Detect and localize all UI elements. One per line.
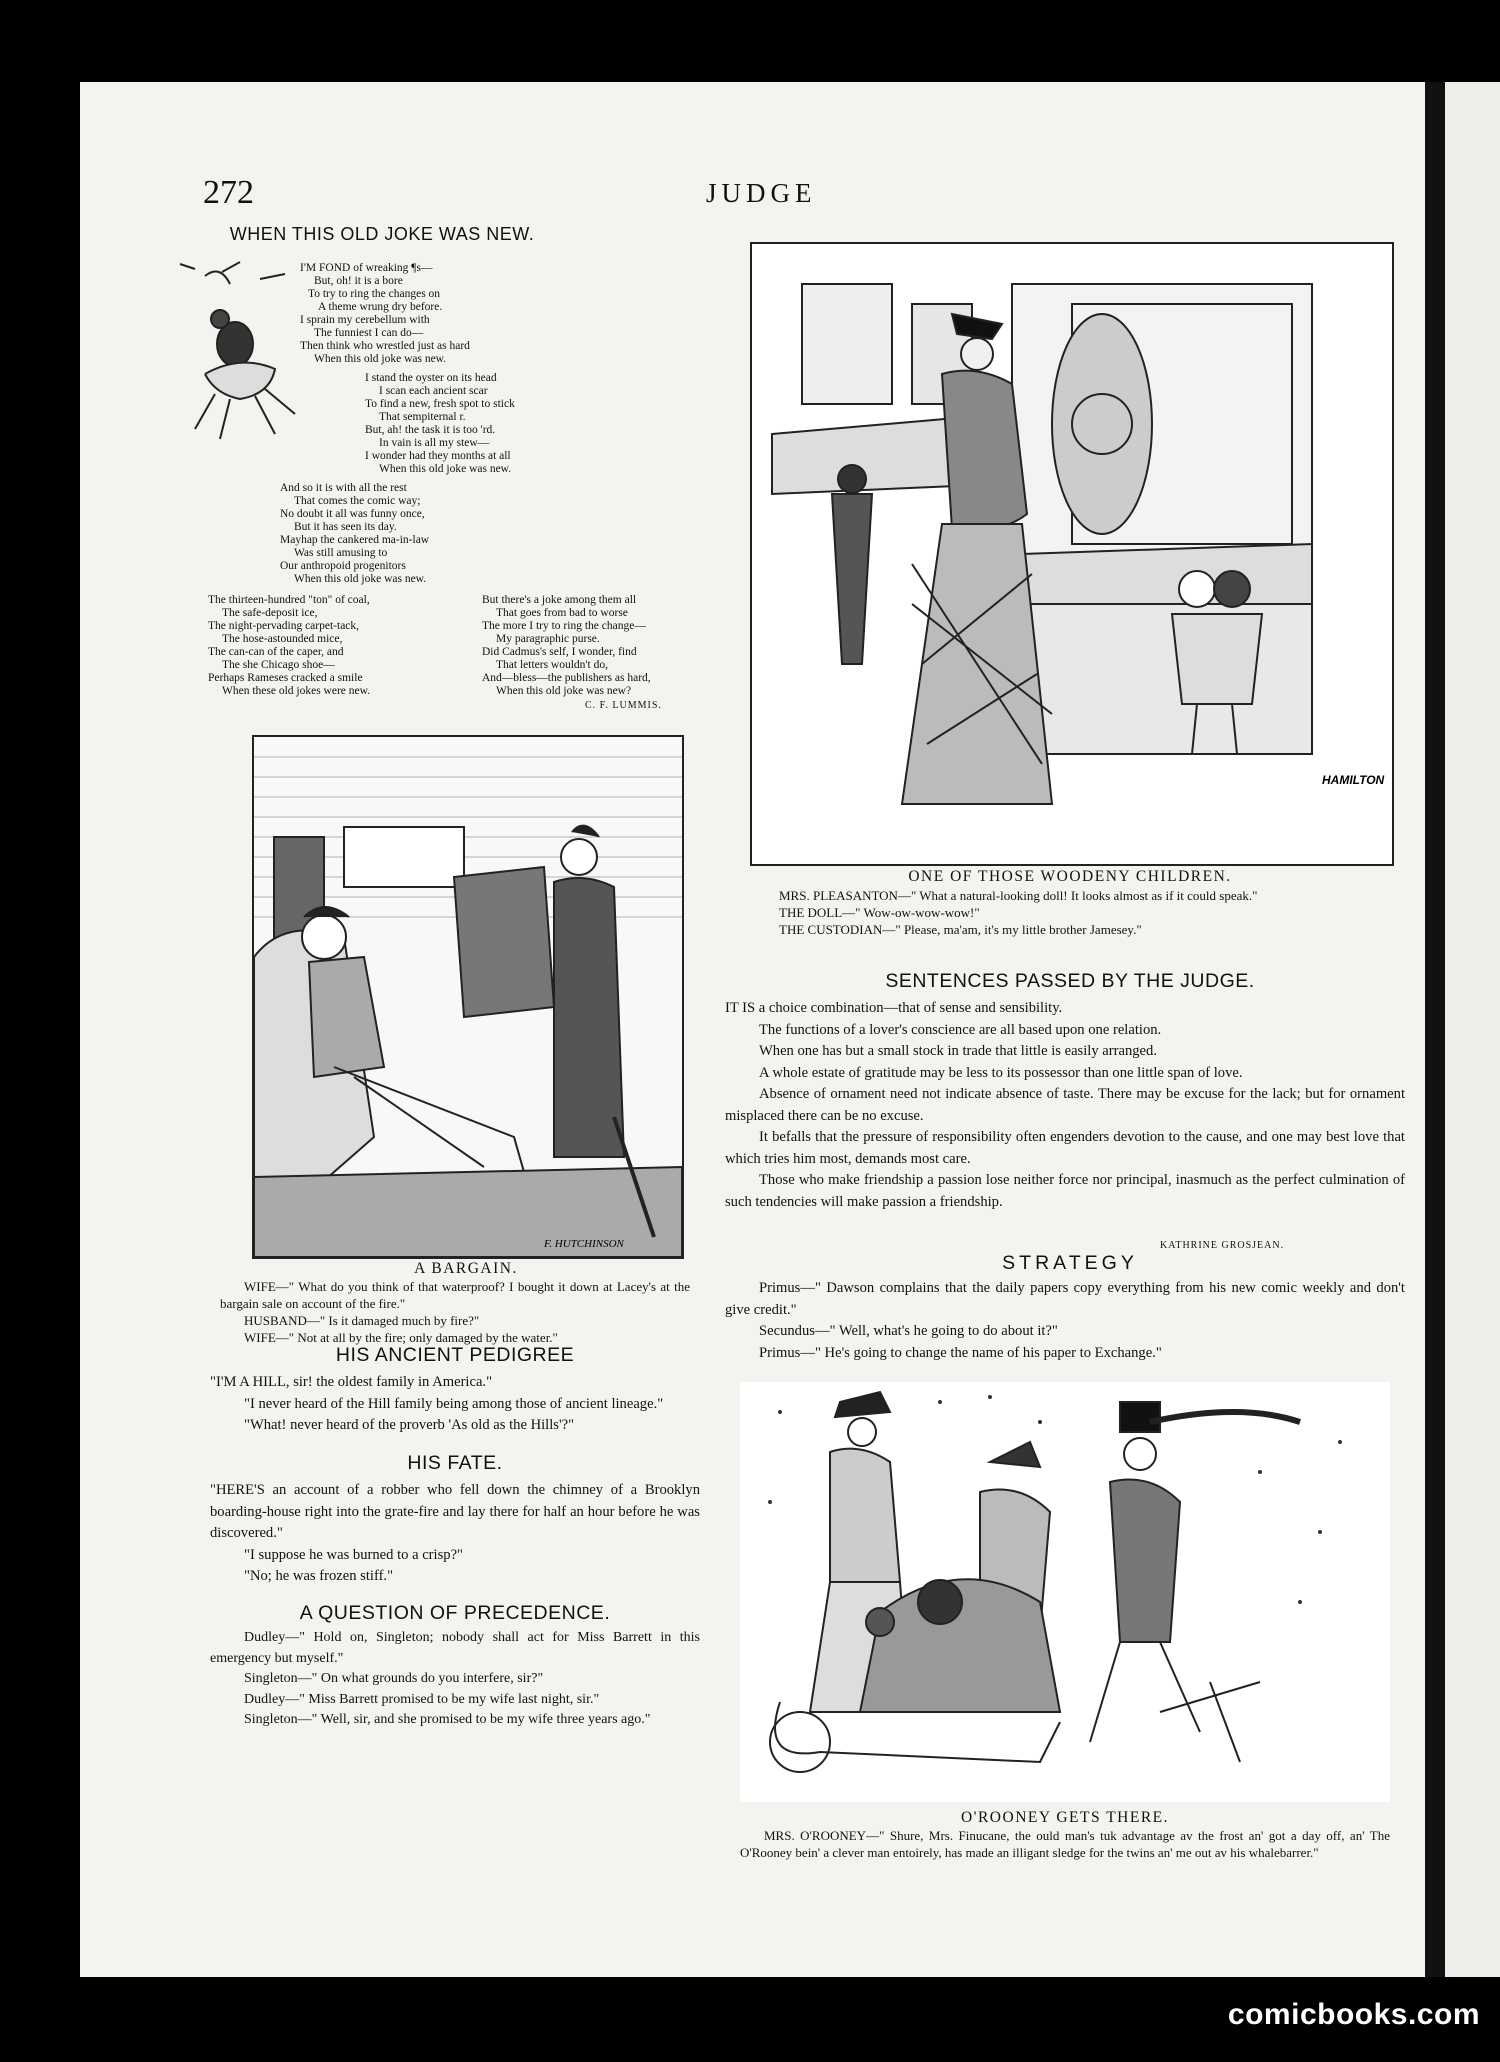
fate-body — [210, 1480, 700, 1588]
orooney-caption — [740, 1827, 1390, 1861]
woodeny-title: ONE OF THOSE WOODENY CHILDREN. — [908, 868, 1232, 885]
sentence-paragraph: A whole estate of gratitude may be less to its possessor than one little span of love. — [759, 1064, 1243, 1081]
sentences-title: SENTENCES PASSED BY THE JUDGE. — [885, 970, 1255, 992]
caption-line: WIFE—" What do you think of that waterproof? I bought it down at Lacey's at the bargain sale on account of the fire." — [220, 1279, 690, 1311]
watermark: comicbooks.com — [1227, 1998, 1480, 2031]
poem-line: That sempiternal r. — [379, 411, 466, 423]
poem-title: WHEN THIS OLD JOKE WAS NEW. — [229, 224, 535, 244]
bargain-caption — [220, 1278, 690, 1346]
bargain-title: A BARGAIN. — [414, 1260, 518, 1277]
strategy-title: STRATEGY — [1002, 1252, 1138, 1274]
orooney-illustration — [740, 1382, 1390, 1802]
pedigree-title: HIS ANCIENT PEDIGREE — [335, 1344, 575, 1366]
caption-line: WIFE—" Not at all by the fire; only damaged by the water." — [244, 1330, 558, 1345]
woodeny-caption — [755, 887, 1385, 938]
poem-line: The thirteen-hundred "ton" of coal, — [208, 594, 370, 606]
page-gutter — [1425, 82, 1445, 1977]
poem-line: Our anthropoid progenitors — [280, 560, 406, 572]
fate-line: "HERE'S an account of a robber who fell down the chimney of a Brooklyn boarding-house right into the grate-fire and lay there for half an hour before he was discovered." — [210, 1482, 700, 1541]
precedence-line: Singleton—" On what grounds do you interfere, sir?" — [244, 1671, 544, 1686]
sentence-paragraph: Absence of ornament need not indicate absence of taste. There may be excuse for the lack; but for ornament misplaced there can be no excuse. — [725, 1086, 1405, 1124]
poem-line: Perhaps Rameses cracked a smile — [208, 672, 363, 684]
poem-line: I stand the oyster on its head — [365, 372, 497, 384]
bargain-artist-signature: F. HUTCHINSON — [544, 1238, 624, 1250]
pedigree-line: "I'M A HILL, sir! the oldest family in America." — [210, 1374, 493, 1390]
poem-line: When this old joke was new. — [314, 353, 447, 365]
poem-stanza-2 — [365, 372, 515, 476]
sentence-paragraph: The functions of a lover's conscience are all based upon one relation. — [759, 1021, 1162, 1038]
caption-line: HUSBAND—" Is it damaged much by fire?" — [244, 1313, 480, 1328]
poem-line: I'M FOND of wreaking ¶s— — [300, 262, 433, 274]
poem-line: In vain is all my stew— — [379, 437, 490, 449]
page-number: 272 — [203, 174, 254, 211]
fate-title: HIS FATE. — [407, 1452, 503, 1474]
sentence-paragraph: IT IS a choice combination—that of sense and sensibility. — [725, 1000, 1063, 1016]
poem-line: When this old joke was new. — [379, 463, 512, 475]
poem-line: I scan each ancient scar — [379, 385, 488, 397]
poem-author: C. F. LUMMIS. — [585, 700, 662, 711]
poem-line: The funniest I can do— — [314, 327, 424, 339]
poem-line: But it has seen its day. — [294, 521, 397, 533]
masthead: JUDGE — [706, 178, 817, 208]
jester-illustration — [160, 254, 310, 459]
strategy-body — [725, 1278, 1405, 1364]
strategy-line: Primus—" Dawson complains that the daily papers copy everything from his new comic weekly and don't give credit." — [725, 1280, 1405, 1318]
precedence-line: Singleton—" Well, sir, and she promised to be my wife three years ago." — [244, 1712, 651, 1727]
poem-line: But, oh! it is a bore — [314, 275, 403, 287]
sentence-paragraph: Those who make friendship a passion lose neither force nor principal, inasmuch as the perfect culmination of such tendencies will make passion a friendship. — [725, 1172, 1405, 1210]
precedence-body — [210, 1628, 700, 1731]
poem-stanza-4 — [208, 594, 370, 698]
poem-line: When this old joke was new. — [294, 573, 427, 585]
poem-stanza-3 — [280, 482, 429, 586]
strategy-line: Secundus—" Well, what's he going to do about it?" — [759, 1323, 1058, 1339]
poem-line: Mayhap the cankered ma-in-law — [280, 534, 430, 546]
poem-line: That letters wouldn't do, — [496, 659, 608, 671]
poem-line: But there's a joke among them all — [482, 594, 637, 606]
caption-line: THE CUSTODIAN—" Please, ma'am, it's my little brother Jamesey." — [779, 922, 1142, 937]
poem-line: The night-pervading carpet-tack, — [208, 620, 360, 632]
precedence-title: A QUESTION OF PRECEDENCE. — [299, 1602, 611, 1624]
poem-line: To find a new, fresh spot to stick — [365, 398, 515, 410]
poem-line: I sprain my cerebellum with — [300, 314, 430, 326]
precedence-line: Dudley—" Hold on, Singleton; nobody shall act for Miss Barrett in this emergency but myself." — [210, 1630, 700, 1666]
poem-line: The hose-astounded mice, — [222, 633, 343, 645]
woodeny-artist-signature: HAMILTON — [1322, 773, 1385, 787]
poem-line: My paragraphic purse. — [496, 633, 600, 645]
magazine-page — [80, 82, 1425, 1977]
poem-line: No doubt it all was funny once, — [280, 508, 425, 520]
sentence-paragraph: When one has but a small stock in trade that little is easily arranged. — [759, 1043, 1157, 1059]
poem-line: That goes from bad to worse — [496, 607, 628, 619]
poem-line: Then think who wrestled just as hard — [300, 340, 470, 352]
poem-line: But, ah! the task it is too 'rd. — [365, 424, 496, 436]
poem-stanza-5 — [482, 594, 651, 698]
precedence-line: Dudley—" Miss Barrett promised to be my wife last night, sir." — [244, 1691, 600, 1707]
pedigree-line: "What! never heard of the proverb 'As old as the Hills'?" — [244, 1417, 575, 1433]
fate-line: "I suppose he was burned to a crisp?" — [244, 1546, 464, 1563]
strategy-line: Primus—" He's going to change the name of his paper to Exchange." — [759, 1344, 1162, 1361]
poem-line: Was still amusing to — [294, 547, 388, 559]
poem-line: Did Cadmus's self, I wonder, find — [482, 646, 637, 658]
caption-line: MRS. PLEASANTON—" What a natural-looking doll! It looks almost as if it could speak." — [779, 888, 1258, 903]
facing-page-edge — [1445, 82, 1500, 1977]
woodeny-children-illustration — [750, 242, 1394, 866]
poem-line: To try to ring the changes on — [308, 288, 441, 300]
orooney-title: O'ROONEY GETS THERE. — [960, 1809, 1170, 1826]
poem-line: The more I try to ring the change— — [482, 620, 646, 632]
caption-line: THE DOLL—" Wow-ow-wow-wow!" — [779, 905, 980, 920]
caption-line: MRS. O'ROONEY—" Shure, Mrs. Finucane, the ould man's tuk advantage av the frost an' got a day off, an' The O'Rooney bein' a clever man entoirely, has made an illigant sledge for the twins an' me out av his whalebarrer." — [740, 1828, 1390, 1860]
poem-line: And so it is with all the rest — [280, 482, 407, 494]
poem-line: And—bless—the publishers as hard, — [482, 672, 651, 684]
poem-line: The she Chicago shoe— — [222, 659, 335, 671]
poem-line: A theme wrung dry before. — [318, 301, 443, 313]
poem-line: The safe-deposit ice, — [222, 607, 318, 619]
fate-line: "No; he was frozen stiff." — [244, 1568, 394, 1584]
sentences-author: KATHRINE GROSJEAN. — [1160, 1240, 1285, 1251]
sentence-paragraph: It befalls that the pressure of responsibility often engenders devotion to the cause, and one may best love that which tries him most, demands most care. — [725, 1129, 1405, 1167]
pedigree-line: "I never heard of the Hill family being among those of ancient lineage." — [244, 1395, 664, 1412]
poem-line: I wonder had they months at all — [365, 450, 511, 462]
poem-line: When these old jokes were new. — [222, 685, 371, 697]
poem-line: That comes the comic way; — [294, 495, 421, 507]
poem-stanza-1 — [300, 262, 470, 366]
poem-line: When this old joke was new? — [496, 685, 632, 697]
poem-line: The can-can of the caper, and — [208, 646, 344, 658]
pedigree-body — [210, 1372, 700, 1437]
sentences-body — [725, 998, 1405, 1213]
bargain-illustration — [252, 735, 684, 1259]
